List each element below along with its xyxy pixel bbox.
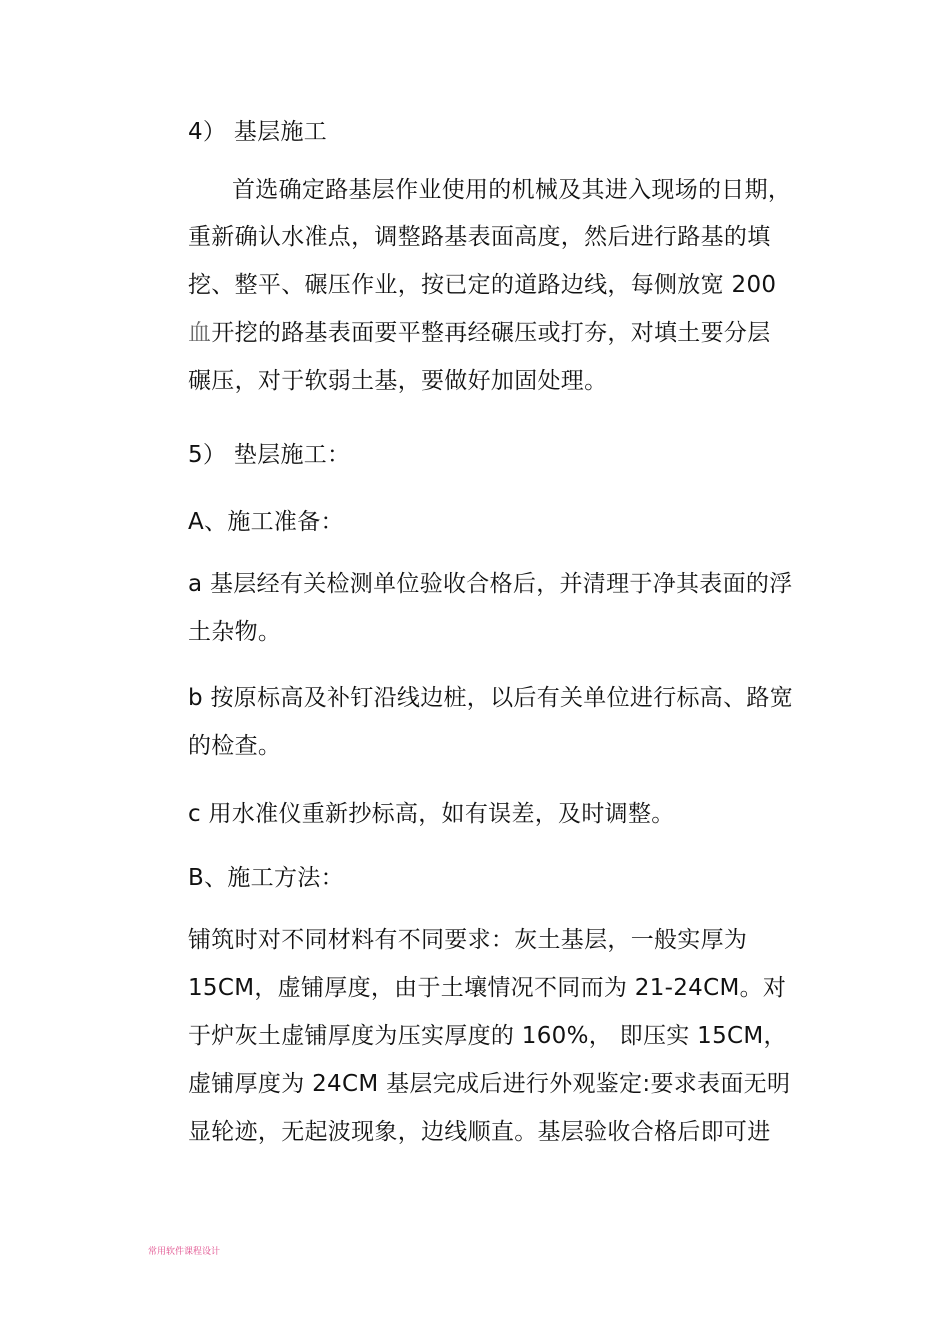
footer-watermark: 常用软件课程设计 — [148, 1247, 221, 1257]
paragraph-line: 挖、整平、碾压作业，按已定的道路边线，每侧放宽 200 — [188, 272, 777, 298]
heading-5-cushion-construction: 5） 垫层施工： — [188, 442, 351, 468]
paragraph-line: 重新确认水准点，调整路基表面高度，然后进行路基的填 — [188, 224, 771, 250]
paragraph-line: 15CM，虚铺厚度，由于土壤情况不同而为 21-24CM。对 — [188, 975, 787, 1001]
paragraph-line-text: 开挖的路基表面要平整再经碾压或打夯，对填土要分层 — [211, 320, 771, 346]
paragraph-line: 于炉灰土虚铺厚度为压实厚度的 160%， 即压实 15CM， — [188, 1023, 787, 1049]
heading-a-preparation: A、施工准备： — [188, 509, 344, 535]
paragraph-line: 显轮迹，无起波现象，边线顺直。基层验收合格后即可进 — [188, 1119, 771, 1145]
paragraph-line: a 基层经有关检测单位验收合格后，并清理于净其表面的浮 — [188, 571, 793, 597]
paragraph-line: 铺筑时对不同材料有不同要求：灰土基层，一般实厚为 — [188, 927, 748, 953]
paragraph-line — [188, 318, 771, 348]
paragraph-line: b 按原标高及补钉沿线边桩，以后有关单位进行标高、路宽 — [188, 685, 794, 711]
paragraph-line: 虚铺厚度为 24CM 基层完成后进行外观鉴定:要求表面无明 — [188, 1071, 791, 1097]
unit-glyph: 血 — [188, 320, 212, 346]
paragraph-line: 首选确定路基层作业使用的机械及其进入现场的日期， — [232, 177, 792, 203]
heading-4-base-construction: 4） 基层施工 — [188, 119, 328, 145]
paragraph-line: 的检查。 — [188, 733, 282, 759]
paragraph-line: 土杂物。 — [188, 619, 282, 645]
paragraph-line: c 用水准仪重新抄标高，如有误差，及时调整。 — [188, 801, 675, 827]
heading-b-method: B、施工方法： — [188, 865, 344, 891]
paragraph-line: 碾压，对于软弱土基，要做好加固处理。 — [188, 368, 608, 394]
